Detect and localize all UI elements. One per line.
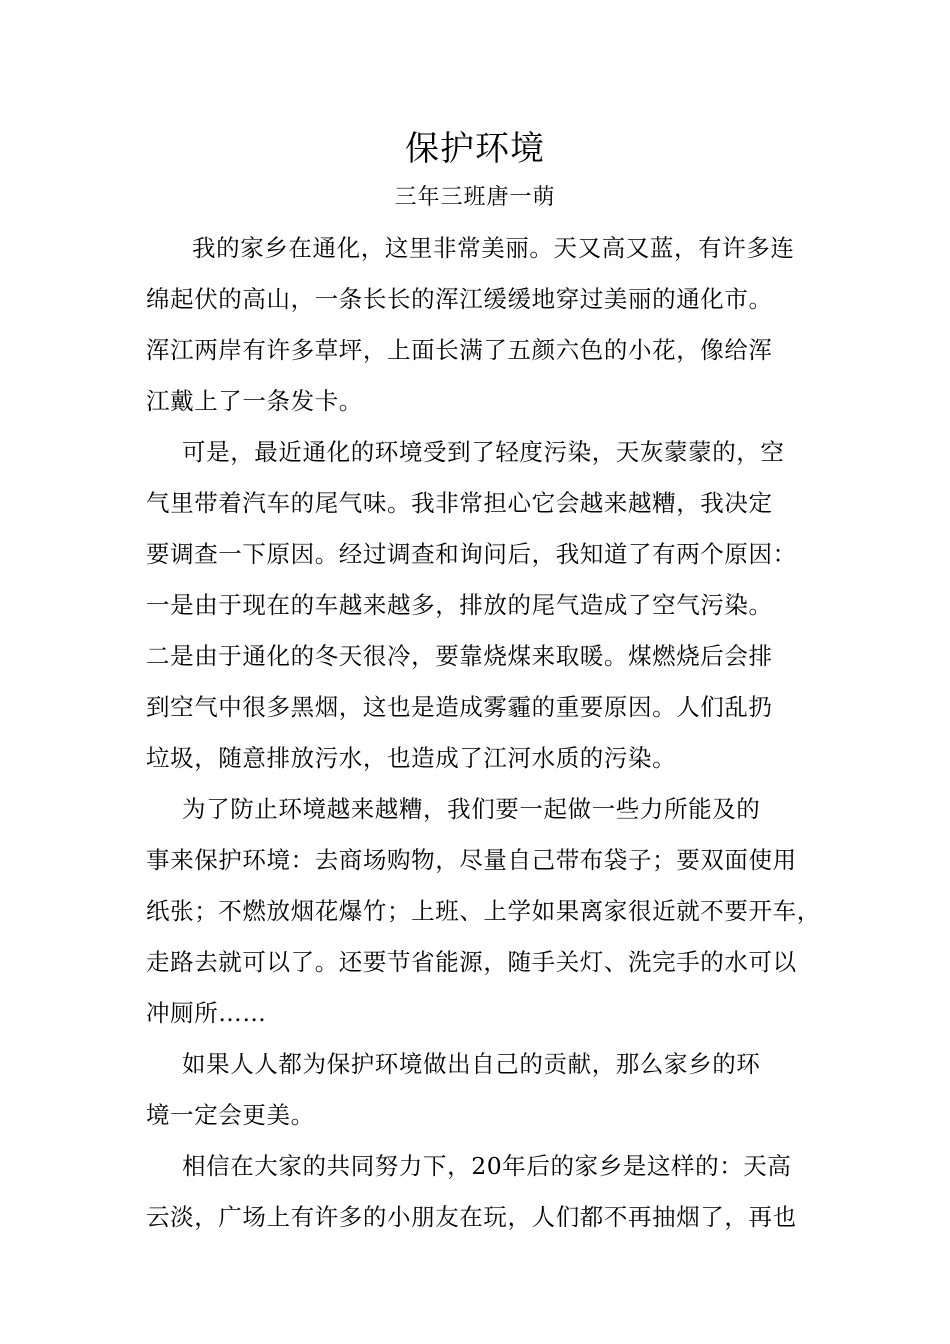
paragraph-line: 到空气中很多黑烟，这也是造成雾霾的重要原因。人们乱扔 <box>146 693 773 721</box>
paragraph-line: 浑江两岸有许多草坪，上面长满了五颜六色的小花，像给浑 <box>146 336 773 364</box>
paragraph-line: 云淡，广场上有许多的小朋友在玩，人们都不再抽烟了，再也 <box>146 1203 797 1231</box>
paragraph-line: 相信在大家的共同努力下，20年后的家乡是这样的：天高 <box>182 1152 792 1180</box>
paragraph-line: 走路去就可以了。还要节省能源，随手关灯、洗完手的水可以 <box>146 948 797 976</box>
paragraph-line: 境一定会更美。 <box>146 1101 315 1129</box>
paragraph-line: 可是，最近通化的环境受到了轻度污染，天灰蒙蒙的，空 <box>182 438 785 466</box>
paragraph-line: 要调查一下原因。经过调查和询问后，我知道了有两个原因： <box>146 540 797 568</box>
paragraph-line: 气里带着汽车的尾气味。我非常担心它会越来越糟，我决定 <box>146 489 773 517</box>
paragraph-line: 二是由于通化的冬天很冷，要靠烧煤来取暖。煤燃烧后会排 <box>146 642 773 670</box>
paragraph-line: 江戴上了一条发卡。 <box>146 387 363 415</box>
document-title: 保护环境 <box>405 129 545 169</box>
document-author: 三年三班唐一萌 <box>394 185 556 210</box>
paragraph-line: 如果人人都为保护环境做出自己的贡献，那么家乡的环 <box>182 1050 761 1078</box>
paragraph-line: 绵起伏的高山，一条长长的浑江缓缓地穿过美丽的通化市。 <box>146 285 773 313</box>
paragraph-line: 冲厕所…… <box>146 999 267 1027</box>
paragraph-line: 为了防止环境越来越糟，我们要一起做一些力所能及的 <box>182 795 761 823</box>
paragraph-line: 一是由于现在的车越来越多，排放的尾气造成了空气污染。 <box>146 591 773 619</box>
paragraph-line: 事来保护环境：去商场购物，尽量自己带布袋子；要双面使用 <box>146 846 797 874</box>
paragraph-line: 我的家乡在通化，这里非常美丽。天又高又蓝，有许多连 <box>192 234 795 262</box>
paragraph-line: 纸张；不燃放烟花爆竹；上班、上学如果离家很近就不要开车， <box>146 897 821 925</box>
paragraph-line: 垃圾，随意排放污水，也造成了江河水质的污染。 <box>146 744 677 772</box>
